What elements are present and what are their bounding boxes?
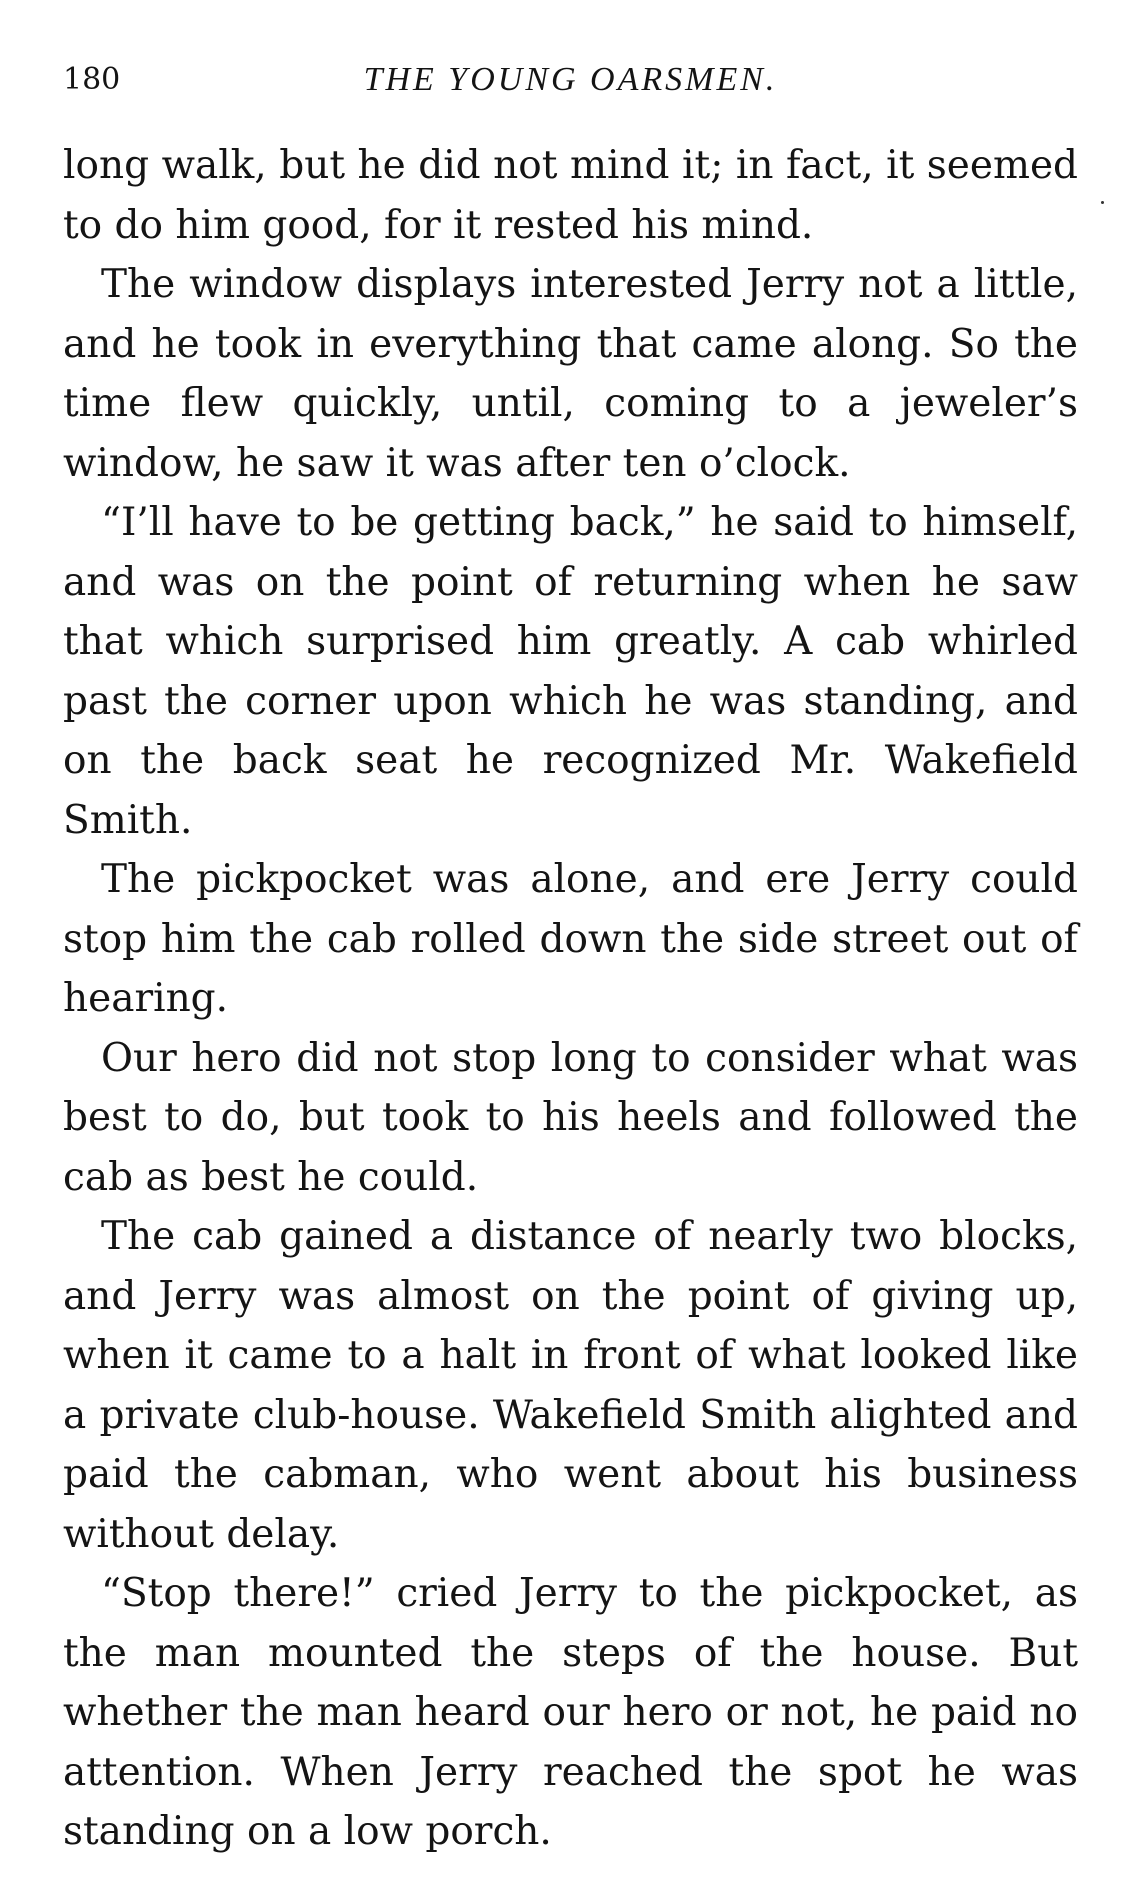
paragraph: The cab gained a distance of nearly two blocks, and Jerry was almost on the point of giving up, when it came to a halt in front of what looked like a private club-house. Wakefield Smith alighted and paid the cabman, who went about his business without delay. [63,1214,1078,1557]
paragraph-continued: long walk, but he did not mind it; in fact, it seemed to do him good, for it rested his mind. [63,143,1078,248]
paragraph: “Stop there!” cried Jerry to the pickpocket, as the man mounted the steps of the house. But whether the man heard our hero or not, he paid no attention. When Jerry reached the spot he was standing on a low porch. [63,1571,1078,1854]
body-text [63,136,1078,1862]
paragraph: The window displays interested Jerry not a little, and he took in everything that came along. So the time flew quickly, until, coming to a jeweler’s window, he saw it was after ten o’clock. [63,262,1078,486]
paragraph: Our hero did not stop long to consider what was best to do, but took to his heels and followed the cab as best he could. [63,1035,1078,1200]
page-number: 180 [63,62,121,97]
print-speck [1101,201,1104,204]
paragraph: “I’ll have to be getting back,” he said to himself, and was on the point of returning when he saw that which surprised him greatly. A cab whirled past the corner upon which he was standing, and on the back seat he recognized Mr. Wakefield Smith. [63,500,1078,843]
paragraph: The pickpocket was alone, and ere Jerry could stop him the cab rolled down the side street out of hearing. [63,857,1078,1021]
book-title: THE YOUNG OARSMEN. [363,61,778,98]
running-head [63,58,1078,102]
